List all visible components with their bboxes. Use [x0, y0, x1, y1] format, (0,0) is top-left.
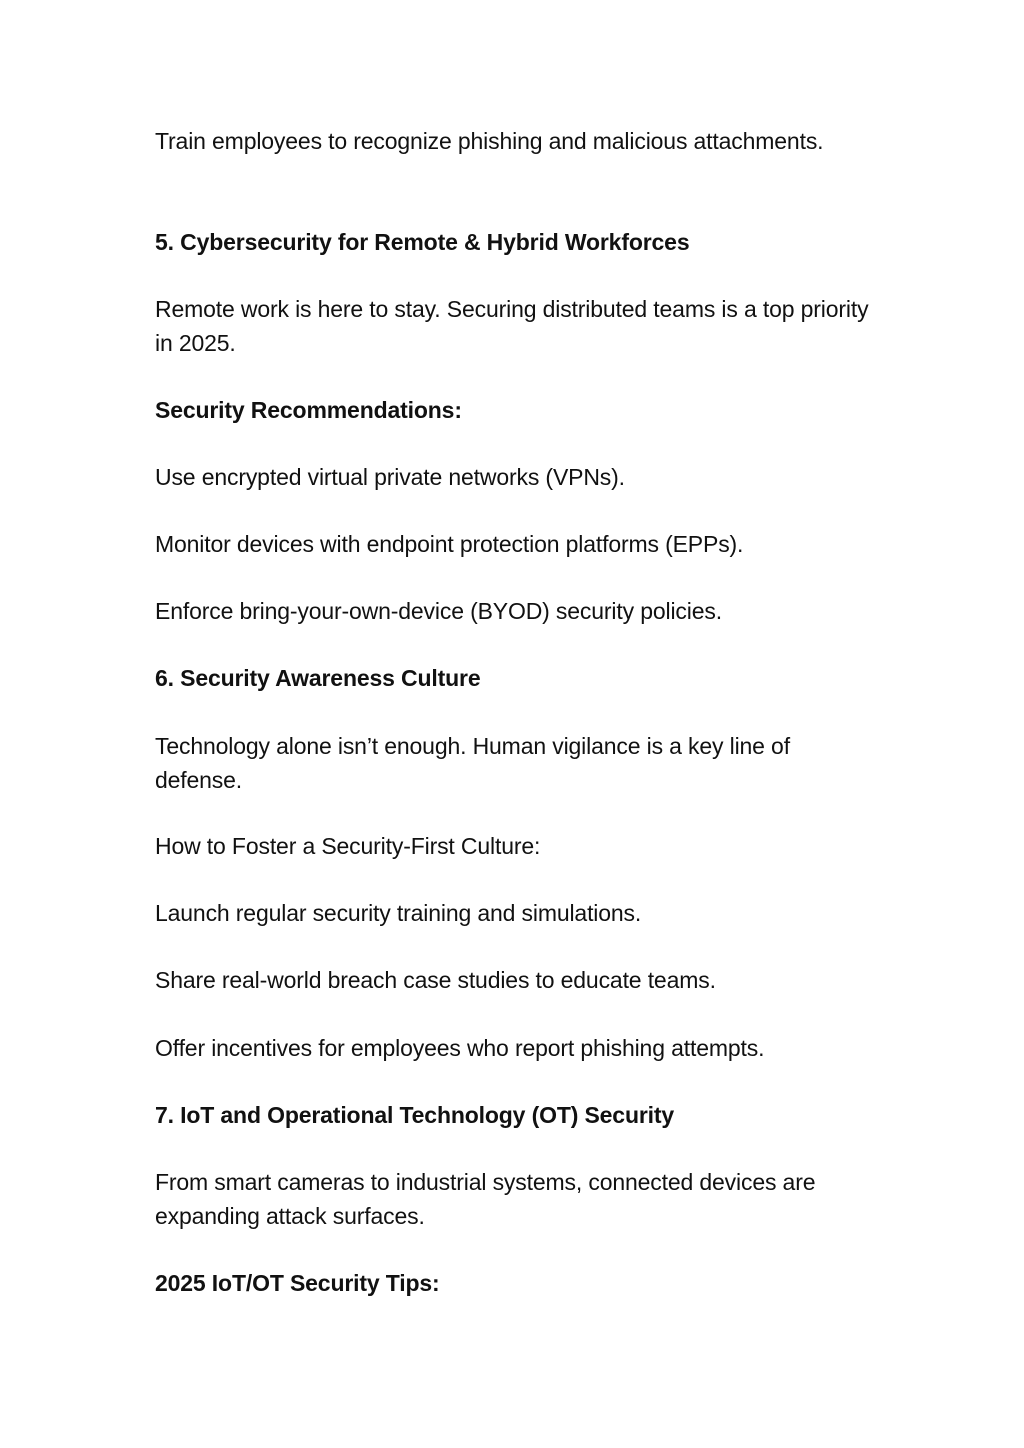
heading-security-recommendations: Security Recommendations: — [155, 397, 462, 423]
heading-iot-ot-tips: 2025 IoT/OT Security Tips: — [155, 1270, 440, 1296]
paragraph-connected-devices: From smart cameras to industrial systems, connected devices are expanding attack surfaces. — [155, 1169, 816, 1229]
paragraph-foster-culture: How to Foster a Security-First Culture: — [155, 833, 541, 859]
paragraph-phishing-training: Train employees to recognize phishing and malicious attachments. — [155, 128, 824, 154]
paragraph-byod: Enforce bring-your-own-device (BYOD) security policies. — [155, 598, 722, 624]
paragraph-epps: Monitor devices with endpoint protection platforms (EPPs). — [155, 531, 744, 557]
heading-iot-ot-security: 7. IoT and Operational Technology (OT) Security — [155, 1102, 675, 1128]
paragraph-case-studies: Share real-world breach case studies to educate teams. — [155, 967, 716, 993]
paragraph-remote-work: Remote work is here to stay. Securing distributed teams is a top priority in 2025. — [155, 296, 869, 356]
paragraph-human-vigilance: Technology alone isn’t enough. Human vigilance is a key line of defense. — [155, 733, 790, 793]
heading-awareness-culture: 6. Security Awareness Culture — [155, 665, 481, 691]
paragraph-vpns: Use encrypted virtual private networks (VPNs). — [155, 464, 625, 490]
paragraph-training-simulations: Launch regular security training and simulations. — [155, 900, 642, 926]
heading-remote-hybrid: 5. Cybersecurity for Remote & Hybrid Workforces — [155, 229, 690, 255]
paragraph-incentives: Offer incentives for employees who report phishing attempts. — [155, 1035, 765, 1061]
